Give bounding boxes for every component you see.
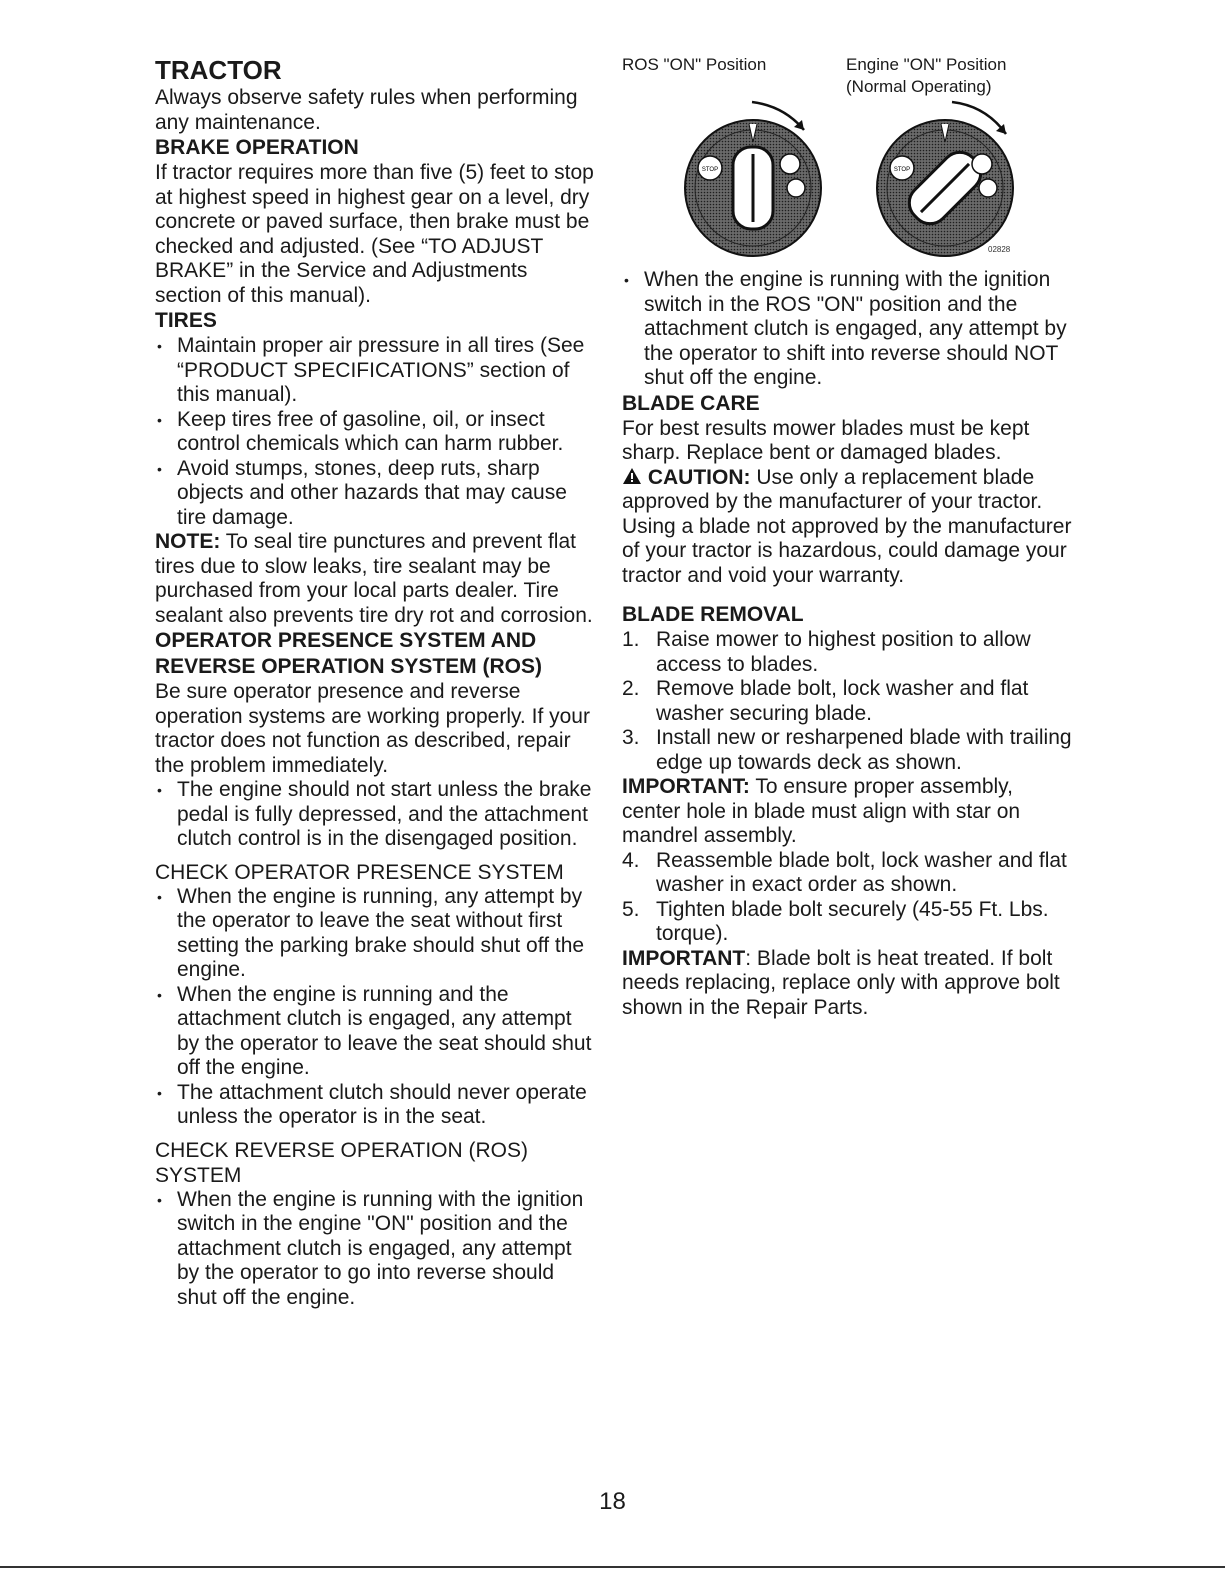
note-paragraph: [155, 530, 595, 628]
important-paragraph-2: [622, 947, 1072, 1021]
brake-text: If tractor requires more than five (5) feet to stop at highest speed in highest gear on a level, dry concrete or paved surface, then brake must be checked and adjusted. (See “TO ADJUST BRAKE” in the Service and Adjustments section of this manual).: [155, 161, 594, 307]
list-item: [622, 628, 1072, 677]
check-ops-list: [155, 885, 595, 1130]
step-text: Remove blade bolt, lock washer and flat washer securing blade.: [656, 677, 1029, 725]
list-item: • Keep tires free of gasoline, oil, or insect control chemicals which can harm rubber.: [155, 408, 595, 457]
step-number: 1.: [622, 628, 640, 651]
step-text: Install new or resharpened blade with trailing edge up towards deck as shown.: [656, 726, 1072, 774]
ops-text: Be sure operator presence and reverse operation systems are working properly. If your tractor does not function as described, repair the problem immediately.: [155, 680, 590, 777]
ros-list: [622, 268, 1072, 391]
right-column: [622, 50, 1072, 1020]
ignition-switch-figure: [622, 50, 1072, 260]
important-label: IMPORTANT:: [622, 775, 750, 798]
list-item: • When the engine is running with the ignition switch in the ROS "ON" position and the attachment clutch is engaged, any attempt by the operator to shift into reverse should NOT shut off the engine.: [622, 268, 1072, 391]
important-paragraph-1: [622, 775, 1072, 849]
heading-tires: TIRES: [155, 309, 217, 332]
blade-care-text: For best results mower blades must be kept sharp. Replace bent or damaged blades.: [622, 416, 1030, 464]
section-title-tractor: TRACTOR: [155, 55, 282, 85]
check-ros-list: [155, 1188, 595, 1311]
caution-paragraph: [622, 466, 1072, 589]
caution-text: Use only a replacement blade approved by the manufacturer of your tractor. Using a blade not approved by the manufacturer of your tractor is hazardous, could damage your tractor and void your warranty.: [622, 465, 1072, 587]
list-item: [622, 726, 1072, 775]
heading-blade-care: BLADE CARE: [622, 391, 760, 415]
heading-brake-operation: BRAKE OPERATION: [155, 136, 359, 159]
list-item: [622, 849, 1072, 898]
note-text: To seal tire punctures and prevent flat tires due to slow leaks, tire sealant may be purchased from your local parts dealer. Tire sealant also prevents tire dry rot and corrosion.: [155, 530, 593, 627]
step-number: 2.: [622, 677, 640, 700]
important-label: IMPORTANT: [622, 946, 746, 970]
figure-code: 02828: [988, 245, 1011, 254]
stop-label: STOP: [701, 167, 719, 173]
step-text: Reassemble blade bolt, lock washer and flat washer in exact order as shown.: [656, 848, 1067, 896]
tires-list: [155, 334, 595, 530]
heading-check-operator-presence: CHECK OPERATOR PRESENCE SYSTEM: [155, 860, 564, 884]
step-text: Tighten blade bolt securely (45-55 Ft. Lbs. torque).: [656, 897, 1049, 945]
stop-label: STOP: [893, 167, 911, 173]
step-number: 5.: [622, 897, 640, 921]
ros-on-switch-icon: [685, 102, 821, 256]
list-item: • The attachment clutch should never operate unless the operator is in the seat.: [155, 1081, 595, 1130]
list-item: • When the engine is running with the ignition switch in the engine "ON" position and the attachment clutch is engaged, any attempt by the operator to go into reverse should shut off the engine.: [155, 1188, 595, 1311]
important-text: : Blade bolt is heat treated. If bolt needs replacing, replace only with approve bolt shown in the Repair Parts.: [622, 946, 1060, 1019]
step-number: 4.: [622, 848, 640, 872]
caution-label: CAUTION:: [647, 465, 751, 489]
ops-list: [155, 778, 595, 852]
intro-text: Always observe safety rules when performing any maintenance.: [155, 86, 578, 134]
engine-position-caption: Engine "ON" Position: [846, 55, 1007, 74]
ros-position-caption: ROS "ON" Position: [622, 55, 767, 74]
list-item: [622, 898, 1072, 947]
ignition-switch-diagrams: [622, 50, 1072, 260]
blade-removal-steps-b: [622, 849, 1072, 947]
engine-position-caption-sub: (Normal Operating): [846, 77, 992, 96]
step-text: Raise mower to highest position to allow access to blades.: [656, 628, 1031, 676]
bottom-divider: [0, 1566, 1225, 1568]
important-text: To ensure proper assembly, center hole in blade must align with star on mandrel assembly.: [622, 775, 1021, 847]
note-label: NOTE:: [155, 530, 221, 553]
page-number: 18: [599, 1488, 626, 1515]
list-item: • Avoid stumps, stones, deep ruts, sharp objects and other hazards that may cause tire damage.: [155, 457, 595, 531]
heading-operator-presence-ros: OPERATOR PRESENCE SYSTEM AND REVERSE OPERATION SYSTEM (ROS): [155, 629, 542, 678]
left-column: [155, 50, 595, 1310]
heading-blade-removal: BLADE REMOVAL: [622, 603, 804, 626]
list-item: • When the engine is running and the attachment clutch is engaged, any attempt by the operator to leave the seat should shut off the engine.: [155, 983, 595, 1081]
step-number: 3.: [622, 726, 640, 749]
list-item: • Maintain proper air pressure in all tires (See “PRODUCT SPECIFICATIONS” section of this manual).: [155, 334, 595, 408]
list-item: [622, 677, 1072, 726]
list-item: • The engine should not start unless the brake pedal is fully depressed, and the attachment clutch control is in the disengaged position.: [155, 778, 595, 852]
list-item: • When the engine is running, any attempt by the operator to leave the seat without first setting the parking brake should shut off the engine.: [155, 885, 595, 983]
heading-check-ros: CHECK REVERSE OPERATION (ROS) SYSTEM: [155, 1138, 528, 1187]
engine-on-switch-icon: [877, 102, 1013, 256]
caution-triangle-icon: [622, 467, 642, 485]
blade-removal-steps-a: [622, 628, 1072, 775]
